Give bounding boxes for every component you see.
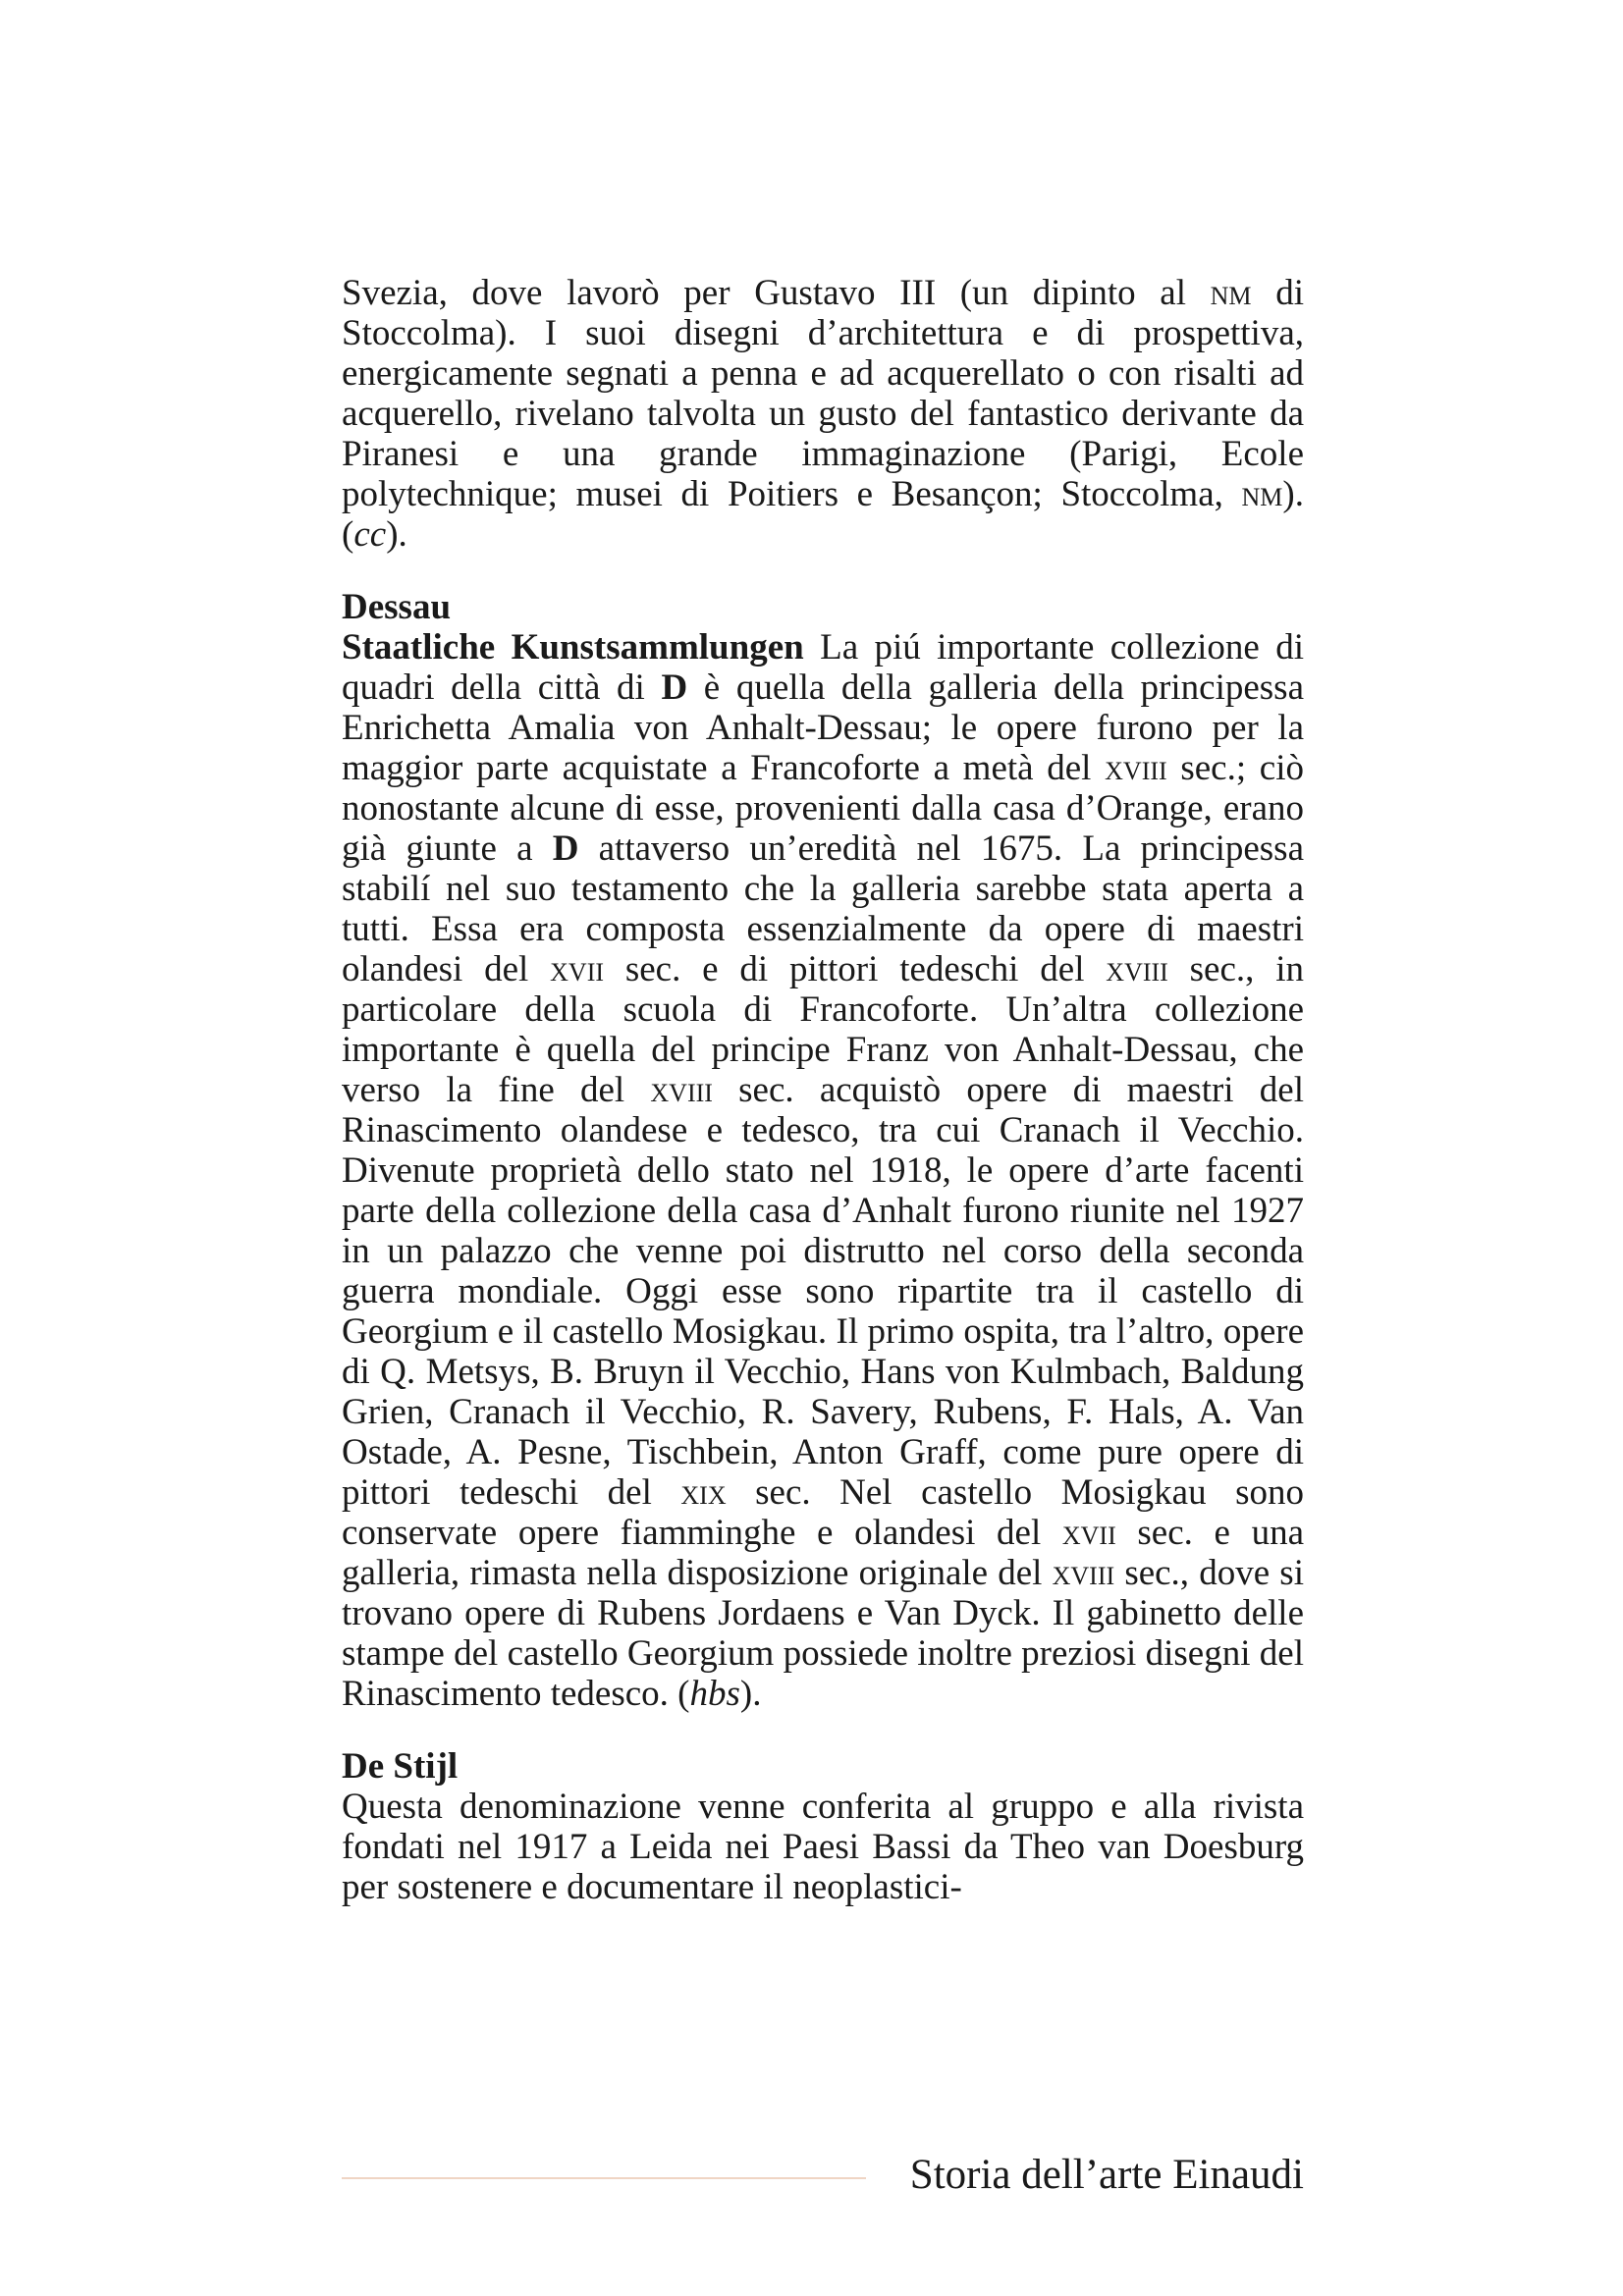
entry-heading-de-stijl: De Stijl — [342, 1746, 459, 1787]
author-initials: cc — [353, 514, 387, 555]
text-run: La piú importante collezione di quadri della città di — [342, 627, 1304, 708]
text-run: sec., dove si trovano opere di Rubens Jordaens e Van Dyck. Il gabinetto delle stampe del castello Georgium possiede inoltre preziosi disegni del Rinascimento tedesco. ( — [342, 1553, 1304, 1714]
text-run: sec. acquistò opere di maestri del Rinascimento olandese e tedesco, tra cui Cranach il Vecchio. Divenute proprietà dello stato nel 1918, le opere d’arte facenti parte della collezione della casa d’Anhalt furono riunite nel 1927 in un palazzo che venne poi distrutto nel corso della seconda guerra mondiale. Oggi esse sono ripartite tra il castello di Georgium e il castello Mosigkau. Il primo ospita, tra l’altro, opere di Q. Metsys, B. Bruyn il Vecchio, Hans von Kulmbach, Baldung Grien, Cranach il Vecchio, R. Savery, Rubens, F. Hals, A. Van Ostade, A. Pesne, Tischbein, Anton Graff, come pure opere di pittori tedeschi del — [342, 1070, 1304, 1513]
entry-subheading: Staatliche Kunstsammlungen — [342, 627, 804, 667]
text-run: Svezia, dove lavorò per Gustavo III (un dipinto al — [342, 273, 1211, 313]
text-run: ). — [739, 1674, 762, 1714]
footer-title: Storia dell’arte Einaudi — [909, 2152, 1304, 2198]
footer-rule — [342, 2177, 866, 2179]
century-numeral: xviii — [1106, 949, 1168, 989]
entry-abbreviation: D — [552, 828, 579, 869]
text-run: sec. e una galleria, rimasta nella disposizione originale del — [342, 1513, 1304, 1593]
text-run: sec.; ciò nonostante alcune di esse, provenienti dalla casa d’Orange, erano già giunte a — [342, 748, 1305, 869]
text-run: attaverso un’eredità nel 1675. La principessa stabilí nel suo testamento che la galleria sarebbe stata aperta a tutti. Essa era composta essenzialmente da opere di maestri olandesi del — [342, 828, 1305, 989]
text-run: sec., in particolare della scuola di Francoforte. Un’altra collezione importante è quella del principe Franz von Anhalt-Dessau, che verso la fine del — [342, 949, 1304, 1110]
abbreviation: nm — [1210, 273, 1252, 313]
text-run: sec. e di pittori tedeschi del — [604, 949, 1107, 989]
text-run: ). ( — [342, 474, 1304, 555]
entry-heading-dessau: Dessau — [342, 587, 452, 627]
abbreviation: nm — [1241, 474, 1283, 514]
century-numeral: xvii — [1061, 1513, 1116, 1553]
intro-paragraph — [342, 273, 1304, 555]
text-column — [342, 273, 1304, 1907]
de-stijl-paragraph: Questa denominazione venne conferita al gruppo e alla rivista fondati nel 1917 a Leida nei Paesi Bassi da Theo van Doesburg per sostenere e documentare il neoplastici- — [342, 1787, 1304, 1907]
century-numeral: xviii — [1052, 1553, 1115, 1593]
dessau-paragraph — [342, 627, 1304, 1714]
text-run: è quella della galleria della principessa Enrichetta Amalia von Anhalt-Dessau; le opere furono per la maggior parte acquistate a Francoforte a metà del — [342, 667, 1304, 788]
text-run: di Stoccolma). I suoi disegni d’architettura e di prospettiva, energicamente segnati a penna e ad acquerellato o con risalti ad acquerello, rivelano talvolta un gusto del fantastico derivante da Piranesi e una grande immaginazione (Parigi, Ecole polytechnique; musei di Poitiers e Besançon; Stoccolma, — [342, 273, 1305, 514]
entry-abbreviation: D — [661, 667, 688, 708]
century-numeral: xvii — [550, 949, 605, 989]
century-numeral: xviii — [650, 1070, 713, 1110]
text-run: ). — [386, 514, 407, 555]
century-numeral: xviii — [1105, 748, 1167, 788]
author-initials: hbs — [689, 1674, 740, 1714]
text-run: sec. Nel castello Mosigkau sono conservate opere fiamminghe e olandesi del — [342, 1472, 1304, 1553]
century-numeral: xix — [680, 1472, 727, 1513]
